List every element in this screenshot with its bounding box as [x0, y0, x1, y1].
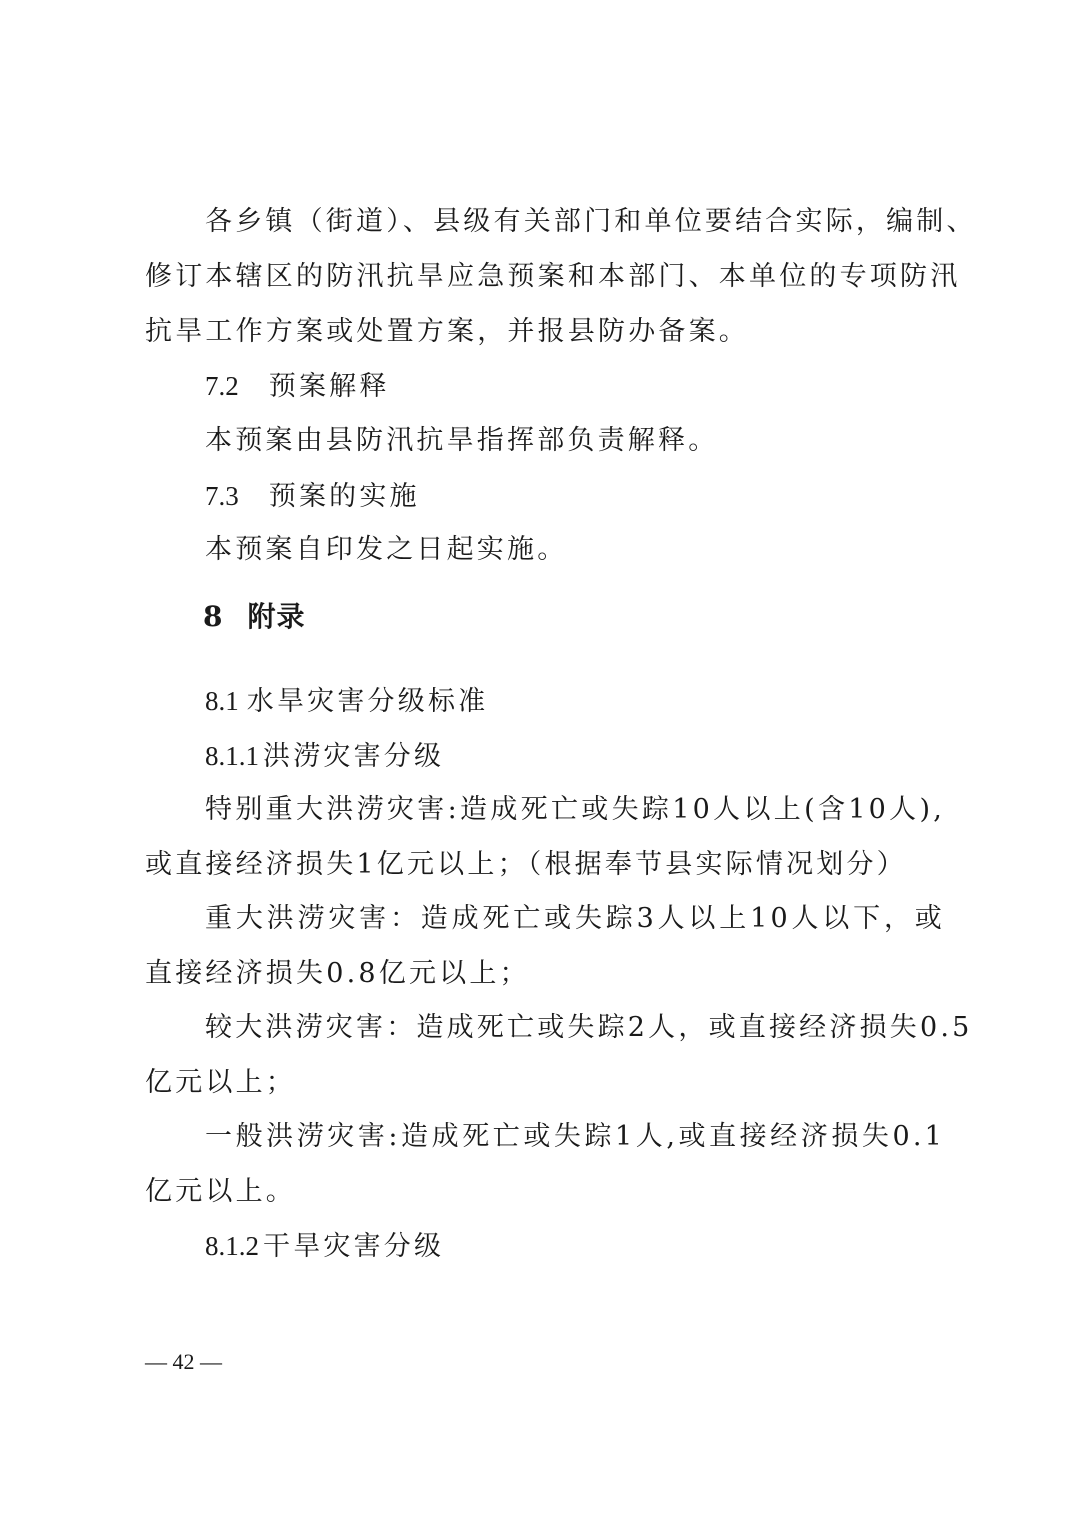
section-number: 7.3	[205, 481, 239, 511]
paragraph-line: 直接经济损失0.8亿元以上；	[145, 958, 530, 989]
paragraph-line: 各乡镇（街道）、县级有关部门和单位要结合实际，编制、	[205, 206, 977, 237]
paragraph-line: 本预案自印发之日起实施。	[205, 534, 568, 565]
paragraph-line: 亿元以上。	[145, 1176, 296, 1207]
section-heading-7-3	[205, 479, 945, 514]
paragraph-line: 较大洪涝灾害：造成死亡或失踪2人，或直接经济损失0.5	[205, 1012, 973, 1043]
paragraph-line: 特别重大洪涝灾害:造成死亡或失踪10人以上(含10人),	[205, 794, 945, 825]
page-number: — 42 —	[145, 1349, 222, 1374]
paragraph-line: 或直接经济损失1亿元以上；（根据奉节县实际情况划分）	[145, 849, 907, 880]
section-title: 洪涝灾害分级	[263, 741, 445, 772]
section-heading-8-1-2	[205, 1229, 945, 1264]
section-number: 8.1	[205, 686, 239, 716]
paragraph-line: 一般洪涝灾害:造成死亡或失踪1人,或直接经济损失0.1	[205, 1121, 945, 1152]
section-heading-8-1-1	[205, 739, 945, 774]
section-number: 8.1.1	[205, 741, 259, 771]
paragraph-line: 本预案由县防汛抗旱指挥部负责解释。	[205, 425, 719, 456]
chapter-title: 附录	[247, 600, 306, 633]
chapter-heading-8	[203, 600, 306, 634]
section-title: 预案的实施	[268, 481, 420, 512]
section-title: 干旱灾害分级	[263, 1231, 445, 1262]
paragraph-line: 修订本辖区的防汛抗旱应急预案和本部门、本单位的专项防汛	[145, 261, 961, 292]
paragraph-line: 抗旱工作方案或处置方案，并报县防办备案。	[145, 316, 749, 347]
section-title: 水旱灾害分级标准	[246, 686, 489, 717]
section-heading-8-1	[205, 684, 945, 719]
section-title: 预案解释	[268, 371, 390, 402]
paragraph-line: 重大洪涝灾害：造成死亡或失踪3人以上10人以下，或	[205, 903, 945, 934]
section-number: 8.1.2	[205, 1231, 259, 1261]
chapter-number: 8	[203, 600, 224, 633]
paragraph-line: 亿元以上；	[145, 1067, 296, 1098]
section-heading-7-2	[205, 369, 945, 404]
section-number: 7.2	[205, 371, 239, 401]
